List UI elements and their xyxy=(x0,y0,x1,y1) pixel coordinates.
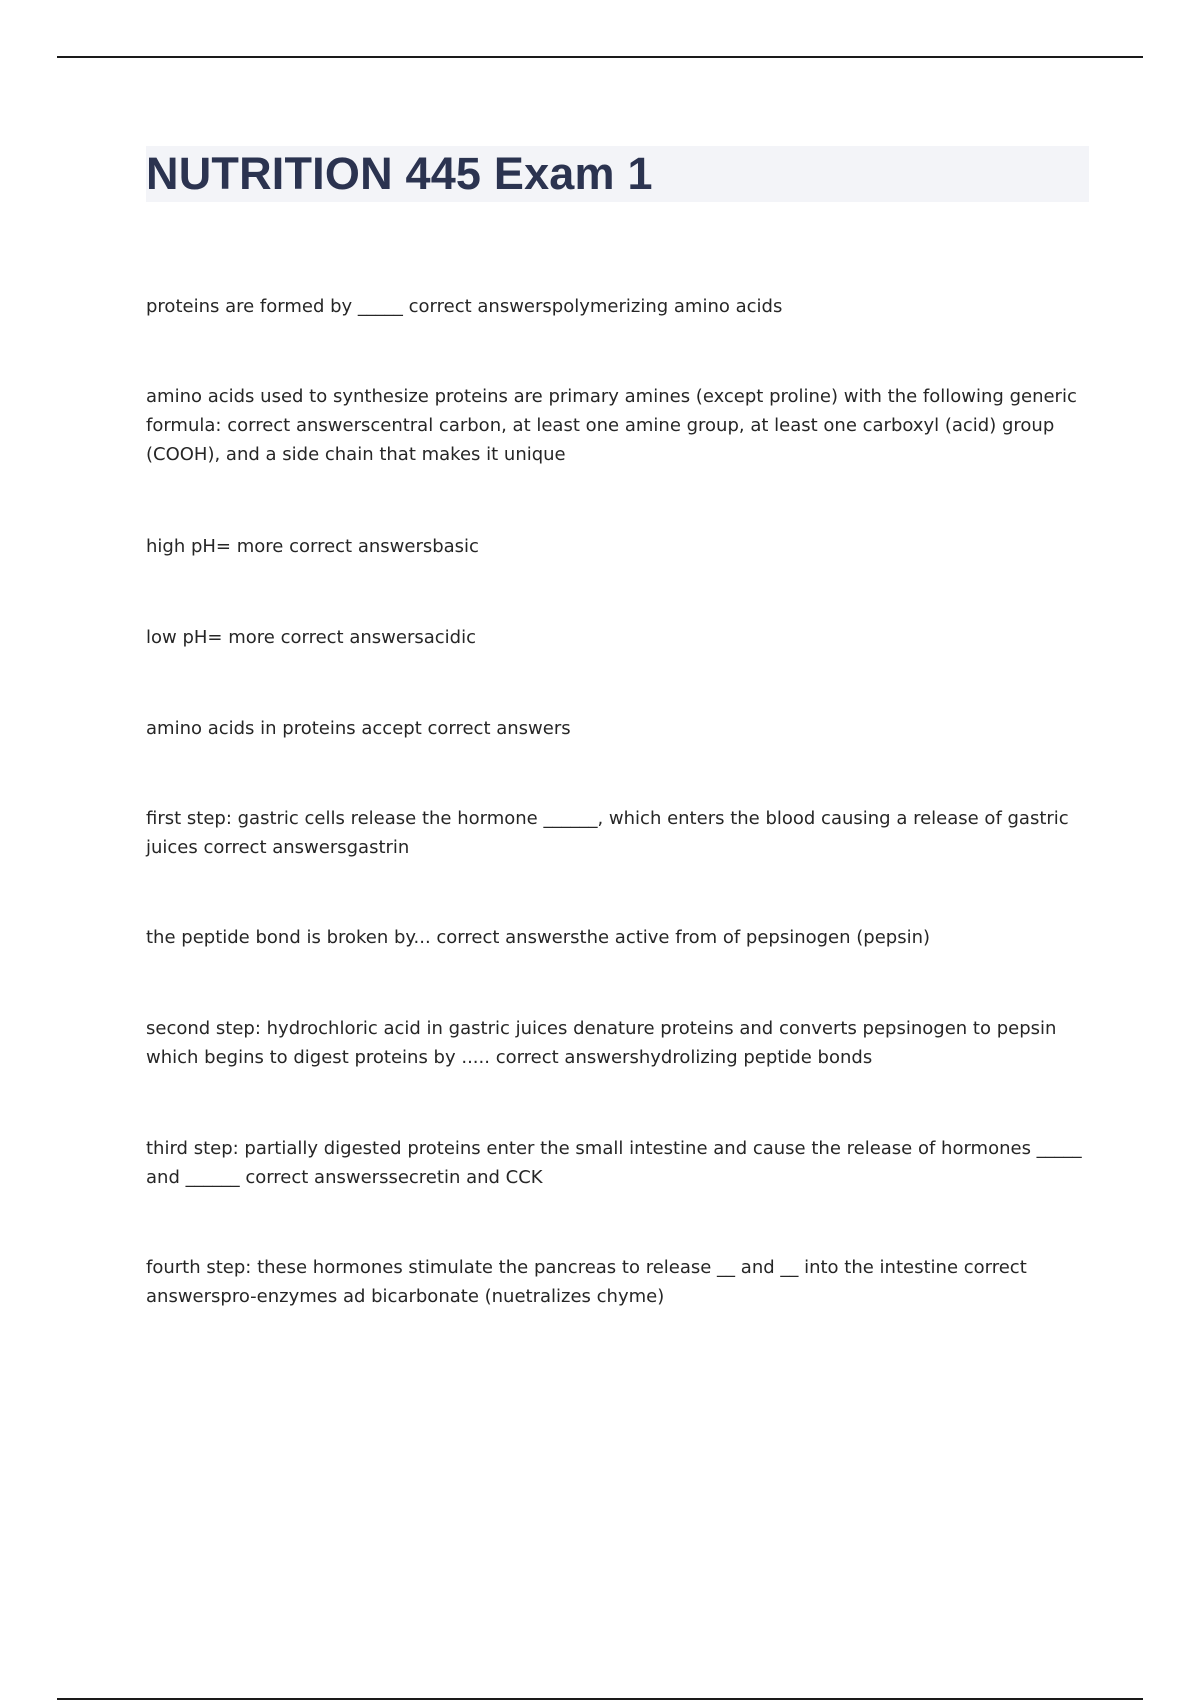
answer-text: pro-enzymes ad bicarbonate (nuetralizes chyme) xyxy=(220,1286,665,1307)
answer-separator: correct answers xyxy=(203,837,347,858)
question-text: second step: hydrochloric acid in gastric juices denature proteins and converts pepsinogen to pepsin which begins to digest proteins by ..... xyxy=(146,1018,1057,1068)
answer-text: central carbon, at least one amine group, at least one carboxyl (acid) group (COOH), and a side chain that makes it unique xyxy=(146,415,1055,465)
answer-separator: correct answers xyxy=(436,927,580,948)
question-text: low pH= more xyxy=(146,627,281,648)
question-text: high pH= more xyxy=(146,536,290,557)
qa-item-4 xyxy=(146,623,1086,652)
qa-item-5 xyxy=(146,714,1086,743)
question-text: fourth step: these hormones stimulate the pancreas to release __ and __ into the intestine xyxy=(146,1257,964,1278)
qa-item-3 xyxy=(146,532,1086,561)
answer-separator: correct answers xyxy=(408,296,552,317)
answer-separator: correct answers xyxy=(227,415,371,436)
question-text: amino acids used to synthesize proteins are primary amines (except proline) with the following generic formula: xyxy=(146,386,1077,436)
qa-item-6 xyxy=(146,804,1086,862)
answer-text: the active from of pepsinogen (pepsin) xyxy=(579,927,931,948)
question-text: first step: gastric cells release the hormone ______, which enters the blood causing a release of gastric juices xyxy=(146,808,1069,858)
answer-text: secretin and CCK xyxy=(388,1167,543,1188)
qa-item-10 xyxy=(146,1253,1086,1311)
document-title: NUTRITION 445 Exam 1 xyxy=(146,148,653,199)
answer-text: basic xyxy=(432,536,479,557)
answer-text: polymerizing amino acids xyxy=(551,296,783,317)
qa-item-9 xyxy=(146,1134,1086,1192)
qa-item-7 xyxy=(146,923,1086,952)
question-text: proteins are formed by _____ xyxy=(146,296,409,317)
qa-item-1 xyxy=(146,292,1086,321)
question-text: amino acids in proteins accept xyxy=(146,718,428,739)
qa-item-2 xyxy=(146,382,1086,469)
qa-item-8 xyxy=(146,1014,1086,1072)
top-rule xyxy=(57,56,1143,58)
title-banner xyxy=(146,146,1089,202)
question-text: third step: partially digested proteins enter the small intestine and cause the release of hormones _____ and ______ xyxy=(146,1138,1082,1188)
answer-separator: correct answers xyxy=(245,1167,389,1188)
question-text: the peptide bond is broken by... xyxy=(146,927,437,948)
answer-separator: correct answers xyxy=(289,536,433,557)
answer-text: hydrolizing peptide bonds xyxy=(638,1047,873,1068)
answer-separator: correct answers xyxy=(495,1047,639,1068)
answer-separator: correct answers xyxy=(146,1257,1027,1307)
answer-text: acidic xyxy=(423,627,476,648)
answer-separator: correct answers xyxy=(427,718,571,739)
answer-separator: correct answers xyxy=(280,627,424,648)
answer-text: gastrin xyxy=(346,837,410,858)
